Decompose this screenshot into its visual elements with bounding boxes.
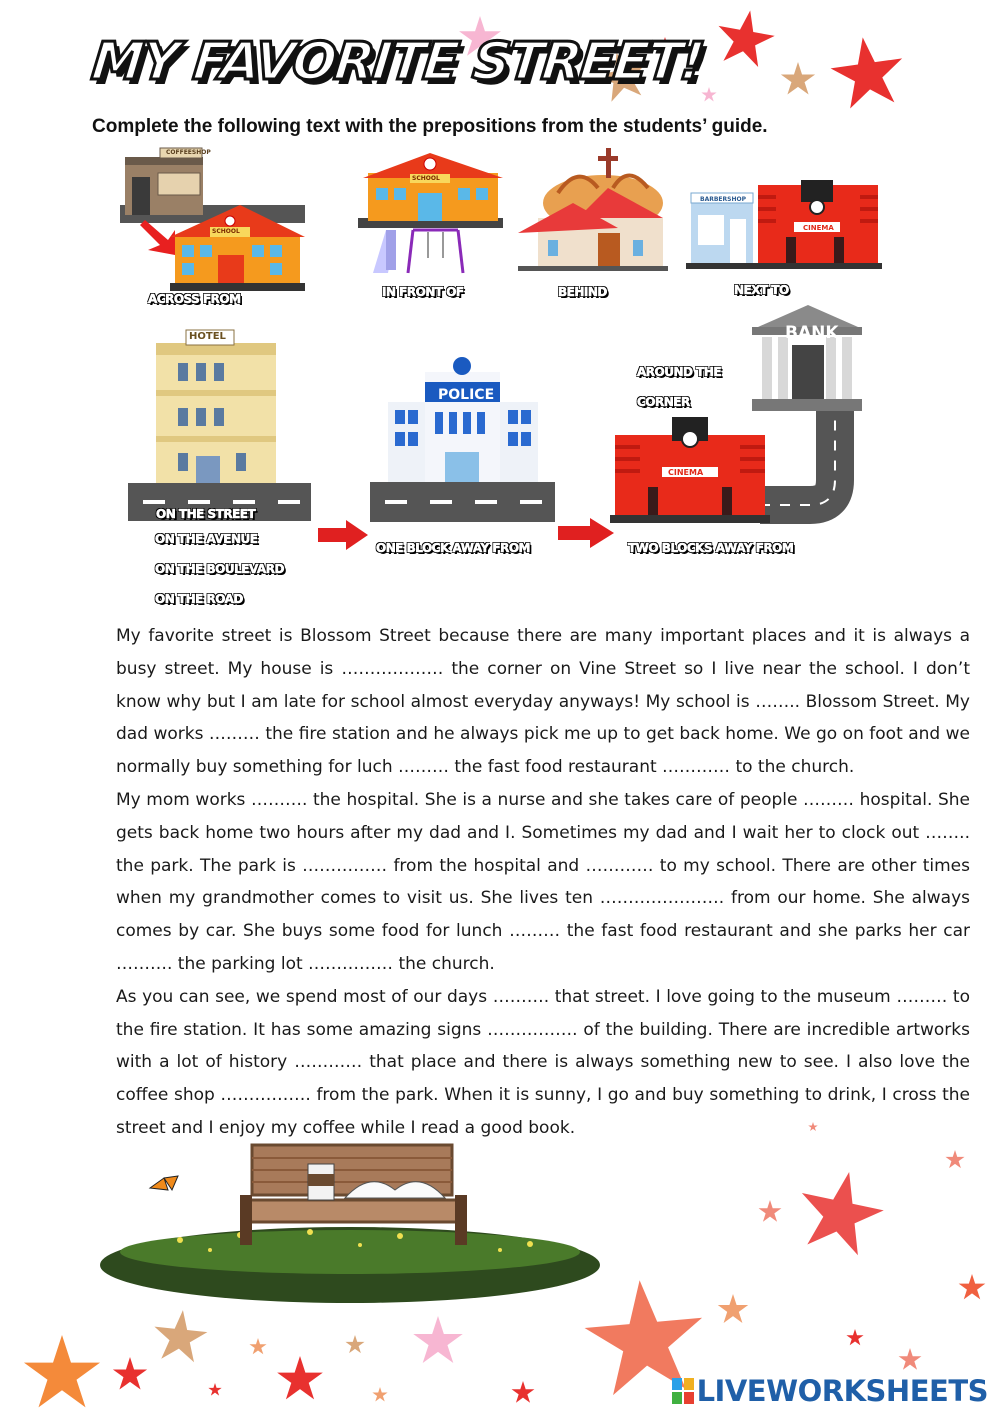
in-front-of-illustration (358, 148, 508, 278)
sign-cinema: CINEMA (803, 224, 834, 232)
label-on-the-boulevard: ON THE BOULEVARD (155, 562, 284, 576)
label-across-from: ACROSS FROM (148, 292, 241, 306)
arrow-right-icon (318, 520, 368, 550)
on-the-street-illustration (128, 328, 313, 523)
next-to-illustration (686, 175, 886, 270)
label-next-to: NEXT TO (734, 283, 789, 297)
label-two-blocks-away: TWO BLOCKS AWAY FROM (628, 541, 794, 555)
logo-text: LIVEWORKSHEETS (696, 1374, 988, 1408)
label-on-the-road: ON THE ROAD (155, 592, 243, 606)
label-in-front-of: IN FRONT OF (382, 285, 464, 299)
behind-illustration (518, 148, 668, 273)
instruction-text: Complete the following text with the prepositions from the students’ guide. (92, 116, 768, 137)
liveworksheets-logo (672, 1374, 988, 1408)
paragraph-1: My favorite street is Blossom Street because there are many important places and it is always a busy street. My house is ……………… the corner on Vine Street so I live near the school. I don’t know why but I am late for school almost everyday anyways! My school is …….. Blossom Street. My dad works ……… the fire station and he always pick me up to get back home. We go on foot and we normally buy something for luch ……… the fast food restaurant ………… to the church. (116, 626, 970, 778)
bench-illustration (100, 1140, 610, 1310)
sign-school-2: SCHOOL (412, 175, 440, 182)
sign-coffeeshop: COFFEESHOP (166, 149, 211, 156)
paragraph-2: My mom works ………. the hospital. She is a nurse and she takes care of people ……… hospital. She gets back home two hours after my dad and I. Sometimes my dad and I wait her to clock out …….. the park. The park is …………… from the hospital and ………… to my school. There are other times when my grandmother comes to visit us. She lives ten …………………. from our home. She always comes by car. She buys some food for lunch ……… the fast food restaurant and she parks her car ………. the parking lot …………… the church. (116, 789, 970, 974)
paragraph-3: As you can see, we spend most of our days ………. that street. I love going to the museum ……… to the fire station. It has some amazing signs ……………. of the building. There are incredible artworks with a lot of history ………… that place and there is always something new to see. I also love the coffee shop ……………. from the park. When it is sunny, I go and buy something to drink, I cross the street and I enjoy my coffee while I read a good book. (116, 986, 970, 1138)
sign-school: SCHOOL (212, 228, 240, 235)
fill-in-text (116, 620, 970, 1145)
page-title: MY FAVORITE STREET! (88, 32, 706, 92)
liveworksheets-mark-icon (672, 1378, 694, 1404)
sign-police: POLICE (438, 387, 495, 403)
label-one-block-away: ONE BLOCK AWAY FROM (376, 541, 530, 555)
sign-barbershop: BARBERSHOP (700, 196, 746, 203)
label-around-the: AROUND THE (637, 365, 722, 379)
sign-cinema-2: CINEMA (668, 468, 704, 477)
label-corner: CORNER (637, 395, 690, 409)
one-block-away-illustration (370, 352, 555, 524)
sign-hotel: HOTEL (189, 331, 226, 342)
across-from-illustration (120, 145, 310, 295)
label-behind: BEHIND (558, 285, 607, 299)
arrow-right-icon (558, 518, 614, 548)
sign-bank: BANK (785, 323, 839, 343)
label-on-the-street: ON THE STREET (156, 507, 256, 521)
label-on-the-avenue: ON THE AVENUE (155, 532, 258, 546)
